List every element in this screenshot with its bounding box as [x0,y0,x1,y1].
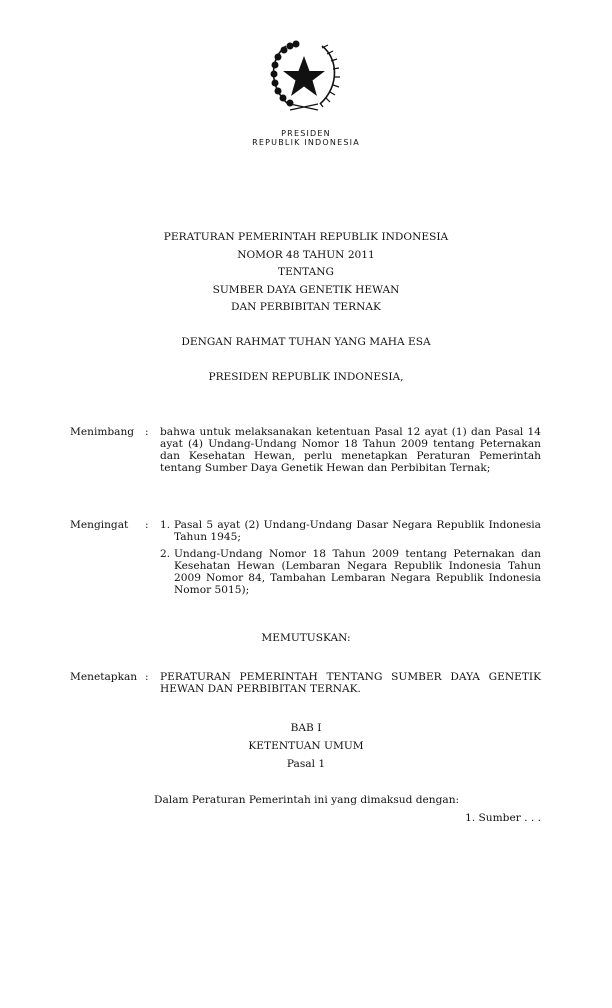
memutuskan-heading: MEMUTUSKAN: [261,632,351,644]
menetapkan-label: Menetapkan [70,671,138,683]
definitions-intro: Dalam Peraturan Pemerintah ini yang dimaksud dengan: [154,794,460,806]
regulation-number: NOMOR 48 TAHUN 2011 [237,249,375,261]
president-heading: PRESIDEN REPUBLIK INDONESIA, [208,371,404,383]
regulation-subject-2: DAN PERBIBITAN TERNAK [231,301,381,313]
menimbang-text: bahwa untuk melaksanakan ketentuan Pasal 12 ayat (1) dan Pasal 14 ayat (4) Undang-Undang Nomor 18 Tahun 2009 tentang Peternakan dan Kesehatan Hewan, perlu menetapkan Peraturan Pemerintah tentang Sumber Daya Genetik Hewan dan Perbibitan Ternak; [160,426,541,474]
menimbang-colon: : [145,426,149,438]
letterhead-republic: REPUBLIK INDONESIA [252,138,360,147]
article-number: Pasal 1 [286,758,326,770]
chapter-number: BAB I [290,722,322,734]
chapter-title: KETENTUAN UMUM [248,740,364,752]
menimbang-label: Menimbang [70,426,135,438]
invocation: DENGAN RAHMAT TUHAN YANG MAHA ESA [181,336,431,348]
garuda-presidential-emblem [266,40,342,112]
mengingat-label: Mengingat [70,519,129,531]
menetapkan-text: PERATURAN PEMERINTAH TENTANG SUMBER DAYA GENETIK HEWAN DAN PERBIBITAN TERNAK. [160,671,541,695]
regulation-title: PERATURAN PEMERINTAH REPUBLIK INDONESIA [163,231,449,243]
letterhead-president: PRESIDEN [281,129,331,138]
menetapkan-colon: : [145,671,149,683]
mengingat-item-1-number: 1. [160,519,171,531]
regulation-subject-1: SUMBER DAYA GENETIK HEWAN [212,284,400,296]
mengingat-item-1-text: Pasal 5 ayat (2) Undang-Undang Dasar Negara Republik Indonesia Tahun 1945; [174,519,541,543]
regulation-about: TENTANG [278,266,334,278]
mengingat-item-2-number: 2. [160,548,171,560]
page-continuation: 1. Sumber . . . [465,812,541,824]
mengingat-colon: : [145,519,149,531]
mengingat-item-2-text: Undang-Undang Nomor 18 Tahun 2009 tentang Peternakan dan Kesehatan Hewan (Lembaran Negara Republik Indonesia Tahun 2009 Nomor 84, Tambahan Lembaran Negara Republik Indonesia Nomor 5015); [174,548,541,596]
